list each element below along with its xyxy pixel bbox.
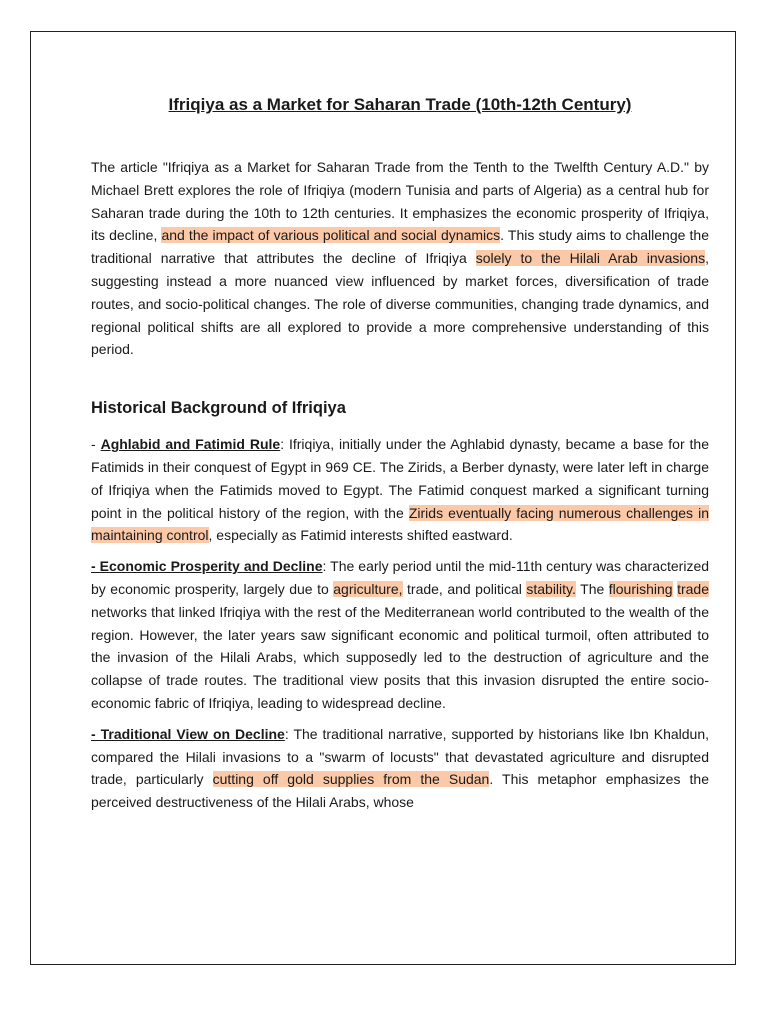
intro-paragraph <box>91 156 709 361</box>
bullet-text: . This metaphor emphasizes the perceived destructiveness of the Hilali Arabs, whose <box>91 771 709 811</box>
bullet-text: trade, and political <box>402 580 527 597</box>
intro-text: , suggesting instead a more nuanced view influenced by market forces, diversification of trade routes, and socio-political changes. The role of diverse communities, changing trade dynamics, and regional political shifts are all explored to provide a more comprehensive understanding of this period. <box>91 250 709 358</box>
highlighted-text: flourishing <box>608 580 673 597</box>
highlighted-text: stability. <box>526 580 576 597</box>
bullet-text: , especially as Fatimid interests shifted eastward. <box>208 527 513 544</box>
bullet-text: : The early period until the mid-11th century was characterized by economic prosperity, largely due to <box>91 558 710 597</box>
bullet-economic-prosperity <box>91 555 709 715</box>
highlighted-text: cutting off gold supplies from the Sudan <box>212 771 490 788</box>
bullet-label: - Traditional View on Decline <box>91 725 285 742</box>
intro-text: . This study aims to challenge the traditional narrative that attributes the decline of Ifriqiya <box>91 227 709 267</box>
document-content <box>91 94 709 814</box>
bullet-aghlabid-fatimid <box>91 433 709 547</box>
bullet-traditional-view <box>91 723 709 814</box>
document-page <box>30 31 736 965</box>
highlighted-text: Zirids eventually facing numerous challenges in maintaining control <box>91 504 709 544</box>
intro-text: The article "Ifriqiya as a Market for Saharan Trade from the Tenth to the Twelfth Century A.D." by Michael Brett explores the role of Ifriqiya (modern Tunisia and parts of Algeria) as a central hub for Saharan trade during the 10th to 12th centuries. It emphasizes the economic prosperity of Ifriqiya, its decline, <box>91 159 709 244</box>
section-heading: Historical Background of Ifriqiya <box>91 399 346 418</box>
bullet-text: The <box>575 580 609 597</box>
bullet-text: : The traditional narrative, supported by historians like Ibn Khaldun, compared the Hilali invasions to a "swarm of locusts" that devastated agriculture and disrupted trade, particularly <box>91 725 709 788</box>
bullet-text: networks that linked Ifriqiya with the rest of the Mediterranean world contributed to the wealth of the region. However, the later years saw significant economic and political turmoil, often attributed to the invasion of the Hilali Arabs, which supposedly led to the destruction of agriculture and the collapse of trade routes. The traditional view posits that this invasion disrupted the entire socio-economic fabric of Ifriqiya, leading to widespread decline. <box>91 603 709 711</box>
highlighted-text: trade <box>677 580 710 597</box>
bullet-label: - Economic Prosperity and Decline <box>91 558 323 575</box>
bullet-label: Aghlabid and Fatimid Rule <box>100 436 281 453</box>
bullet-text: : Ifriqiya, initially under the Aghlabid dynasty, became a base for the Fatimids in their conquest of Egypt in 969 CE. The Zirids, a Berber dynasty, were later left in charge of Ifriqiya when the Fatimids moved to Egypt. The Fatimid conquest marked a significant turning point in the political history of the region, with the <box>91 436 709 521</box>
highlighted-text: agriculture, <box>333 580 403 597</box>
document-title: Ifriqiya as a Market for Saharan Trade (10th-12th Century) <box>168 95 632 114</box>
bullet-prefix: - <box>91 436 101 453</box>
highlighted-text: and the impact of various political and social dynamics <box>161 227 501 244</box>
highlighted-text: solely to the Hilali Arab invasions <box>475 250 706 267</box>
